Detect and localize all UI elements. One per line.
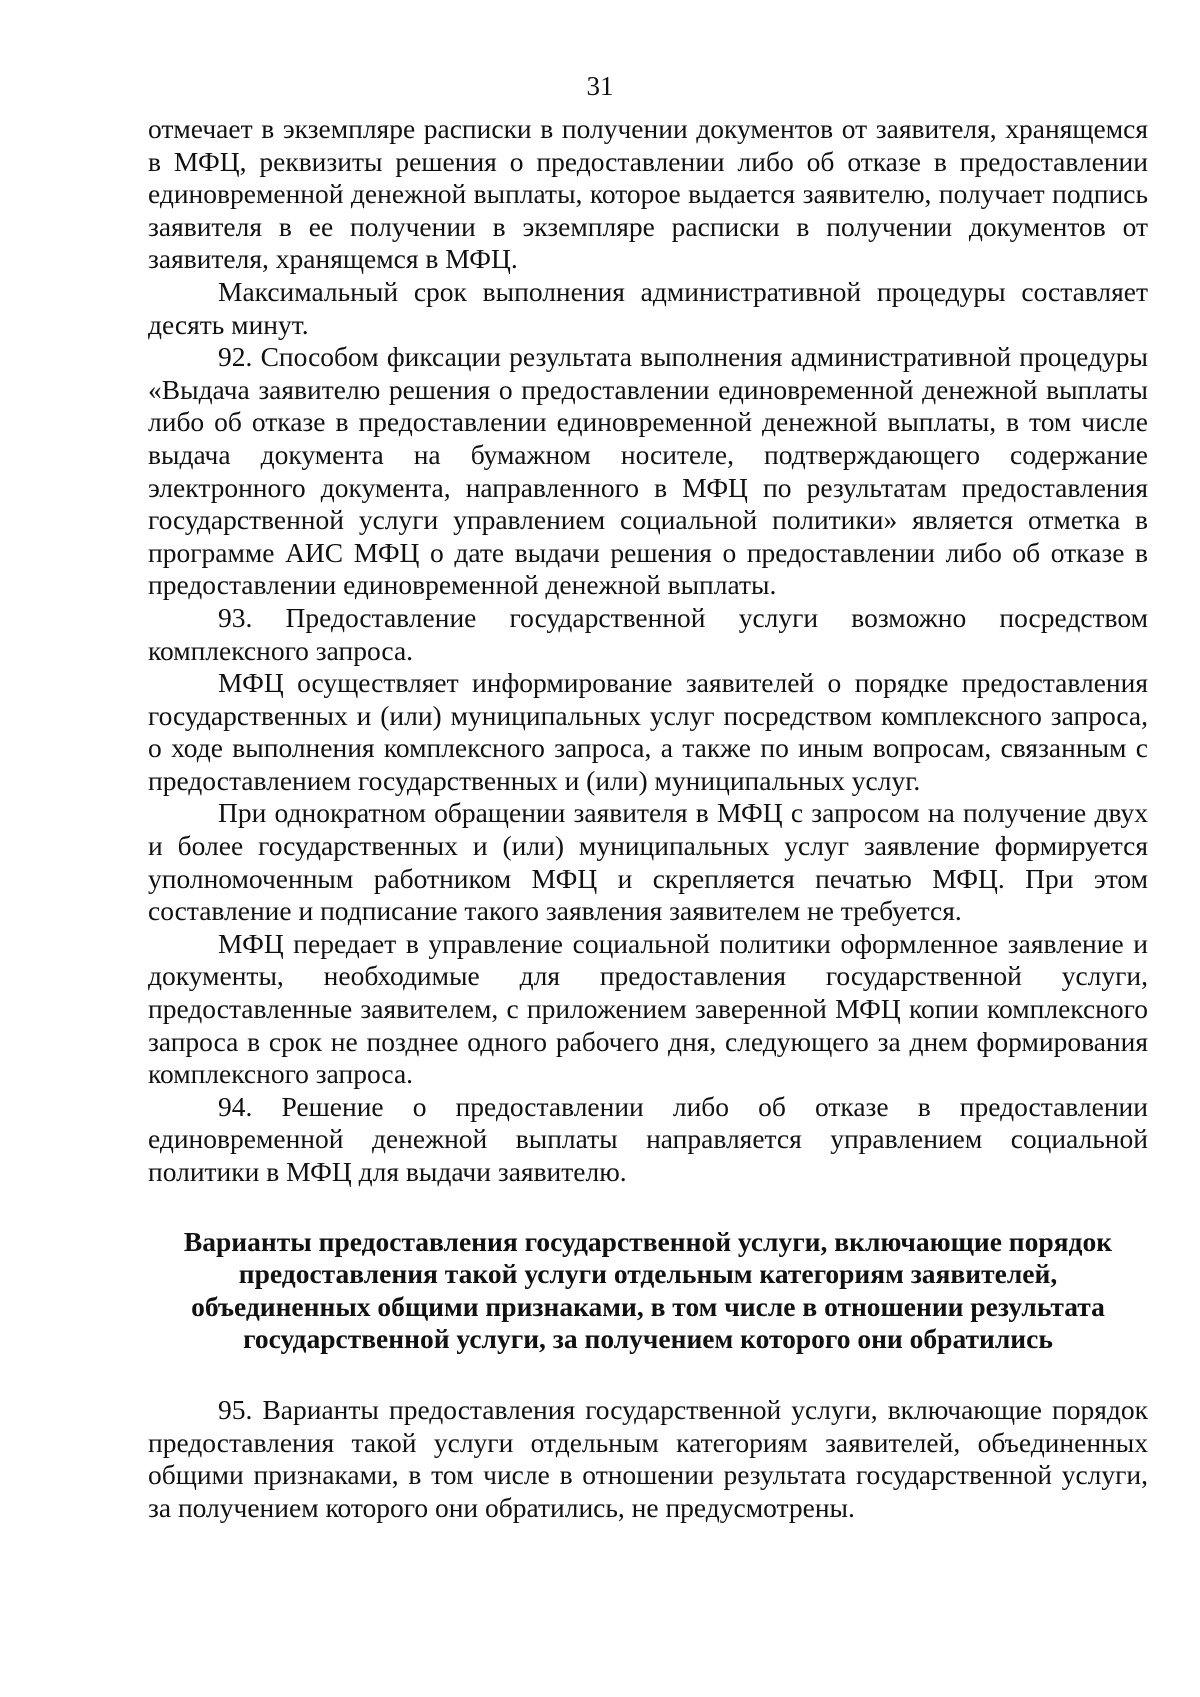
section-heading: Варианты предоставления государственной услуги, включающие порядок предоставления такой услуги отдельным категориям заявителей, объединенных общими признаками, в том числе в отношении результата государственной услуги, за получением которого они обратились xyxy=(183,1225,1113,1355)
paragraph-single-request: При однократном обращении заявителя в МФЦ с запросом на получение двух и более государственных и (или) муниципальных услуг заявление формируется уполномоченным работником МФЦ и скрепляется печатью МФЦ. При этом составление и подписание такого заявления заявителем не требуется. xyxy=(148,797,1148,927)
paragraph-mfc-informing: МФЦ осуществляет информирование заявителей о порядке предоставления государственных и (или) муниципальных услуг посредством комплексного запроса, о ходе выполнения комплексного запроса, а также по иным вопросам, связанным с предоставлением государственных и (или) муниципальных услуг. xyxy=(148,667,1148,796)
paragraph-95: 95. Варианты предоставления государственной услуги, включающие порядок предоставления такой услуги отдельным категориям заявителей, объединенных общими признаками, в том числе в отношении результата государственной услуги, за получением которого они обратились, не предусмотрены. xyxy=(148,1393,1148,1523)
paragraph-94: 94. Решение о предоставлении либо об отказе в предоставлении единовременной денежной выплаты направляется управлением социальной политики в МФЦ для выдачи заявителю. xyxy=(148,1090,1148,1187)
document-body xyxy=(148,113,1148,1524)
paragraph-mfc-transfer: МФЦ передает в управление социальной политики оформленное заявление и документы, необходимые для предоставления государственной услуги, предоставленные заявителем, с приложением заверенной МФЦ копии комплексного запроса в срок не позднее одного рабочего дня, следующего за днем формирования комплексного запроса. xyxy=(148,927,1148,1090)
paragraph-max-time: Максимальный срок выполнения административной процедуры составляет десять минут. xyxy=(148,275,1148,340)
paragraph-92: 92. Способом фиксации результата выполнения административной процедуры «Выдача заявителю решения о предоставлении единовременной денежной выплаты либо об отказе в предоставлении единовременной денежной выплаты, в том числе выдача документа на бумажном носителе, подтверждающего содержание электронного документа, направленного в МФЦ по результатам предоставления государственной услуги управлением социальной политики» является отметка в программе АИС МФЦ о дате выдачи решения о предоставлении либо об отказе в предоставлении единовременной денежной выплаты. xyxy=(148,341,1148,601)
page-number: 31 xyxy=(586,71,614,101)
paragraph-93: 93. Предоставление государственной услуги возможно посредством комплексного запроса. xyxy=(148,601,1148,666)
paragraph-continuation: отмечает в экземпляре расписки в получении документов от заявителя, хранящемся в МФЦ, реквизиты решения о предоставлении либо об отказе в предоставлении единовременной денежной выплаты, которое выдается заявителю, получает подпись заявителя в ее получении в экземпляре расписки в получении документов от заявителя, хранящемся в МФЦ. xyxy=(148,113,1148,275)
